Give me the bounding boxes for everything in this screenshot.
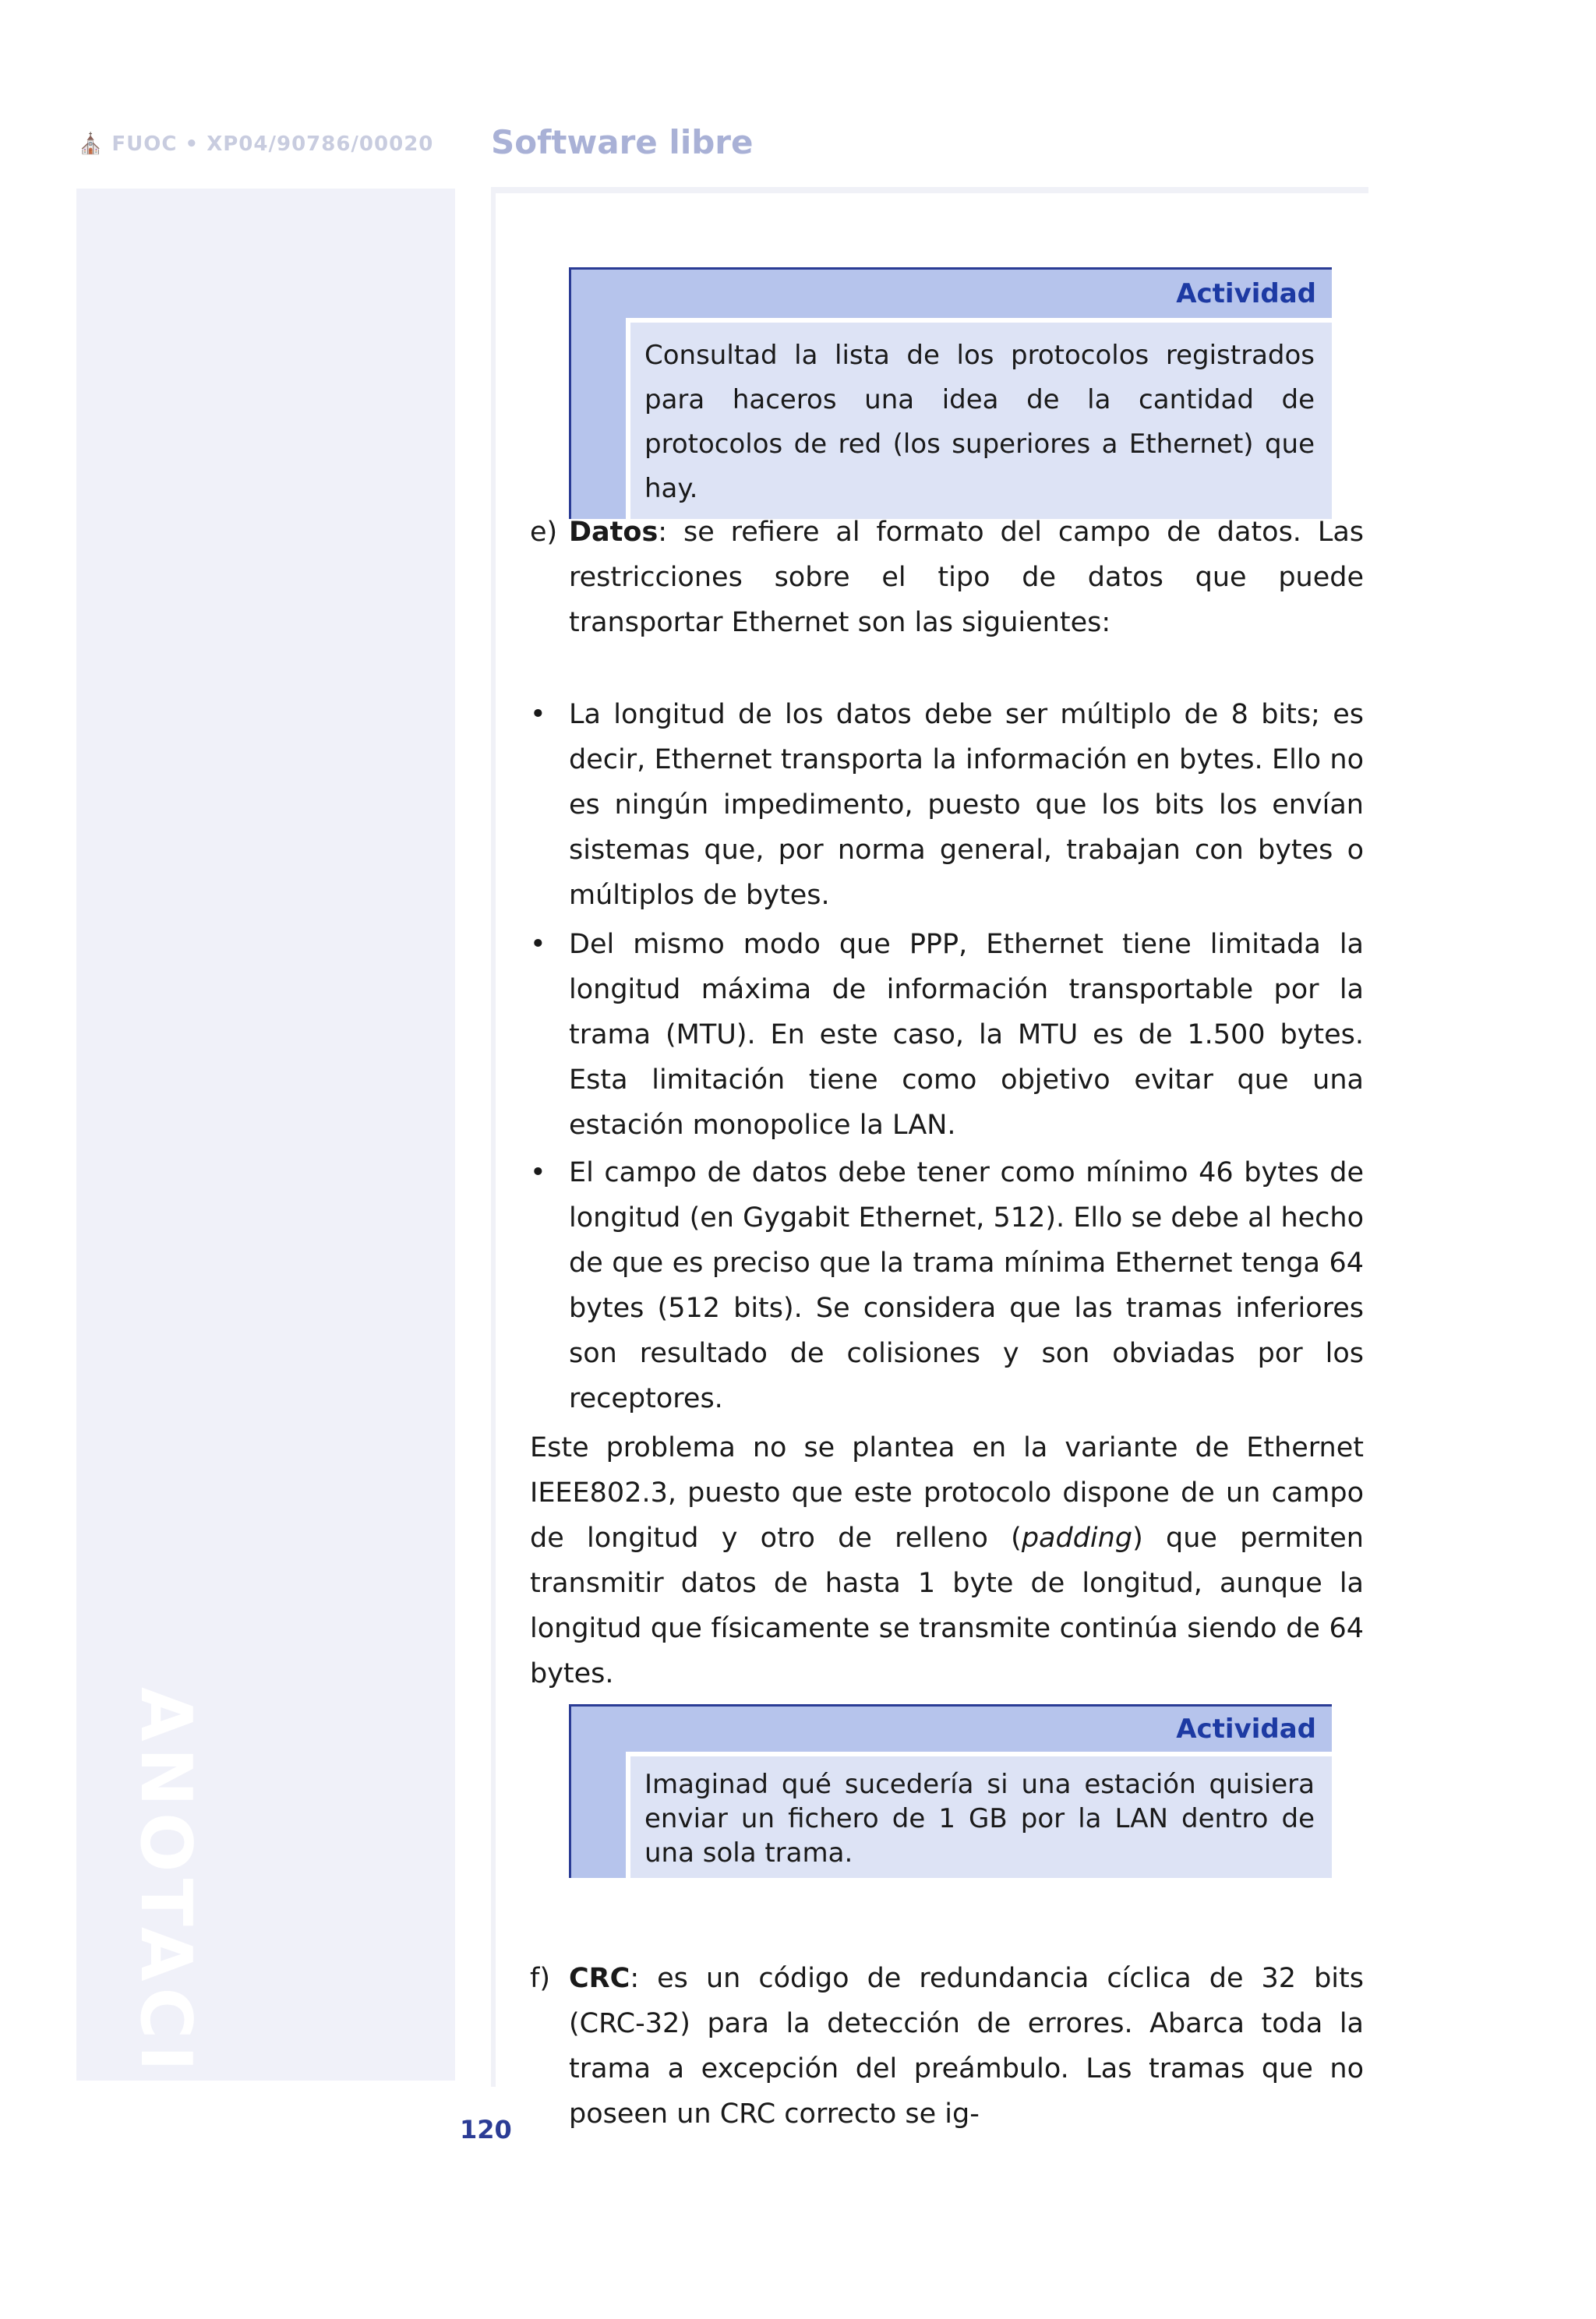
- item-lead: Datos: [569, 517, 659, 548]
- book-title: Software libre: [491, 123, 754, 161]
- list-item-crc: [530, 1956, 1364, 2137]
- item-text: : es un código de redundancia cíclica de 32 bits (CRC-32) para la detección de errores. Abarca toda la trama a excepción del preámbulo. Las tramas que no poseen un CRC correcto se ig-: [569, 1963, 1364, 2130]
- list-item-datos: [530, 510, 1364, 645]
- activity-text: Consultad la lista de los protocolos registrados para haceros una idea de la cantidad de protocolos de red (los superiores a Ethernet) que hay.: [626, 318, 1332, 519]
- activity-text: Imaginad qué sucedería si una estación quisiera enviar un fichero de 1 GB por la LAN dentro de una sola trama.: [626, 1752, 1332, 1878]
- item-text: : se refiere al formato del campo de datos. Las restricciones sobre el tipo de datos que puede transportar Ethernet son las siguientes:: [569, 517, 1364, 638]
- paragraph-text: Este problema no se plantea en la variante de Ethernet IEEE802.3, puesto que este protocolo dispone de un campo de longitud y otro de relleno (: [530, 1432, 1364, 1554]
- body-paragraph: [530, 1425, 1364, 1696]
- bullet-text: Del mismo modo que PPP, Ethernet tiene limitada la longitud máxima de información transportable por la trama (MTU). En este caso, la MTU es de 1.500 bytes. Esta limitación tiene como objetivo evitar que una estación monopolice la LAN.: [569, 929, 1364, 1141]
- document-code: ⛪ FUOC • XP04/90786/00020: [78, 132, 434, 156]
- item-marker: e): [530, 517, 558, 548]
- bullet-item: [530, 692, 1364, 918]
- paragraph-italic: padding: [1021, 1523, 1133, 1554]
- bullet-text: El campo de datos debe tener como mínimo 46 bytes de longitud (en Gygabit Ethernet, 512). Ello se debe al hecho de que es preciso que la trama mínima Ethernet tenga 64 bytes (512 bits). Se considera que las tramas inferiores son resultado de colisiones y son obviadas por los receptores.: [569, 1157, 1364, 1414]
- item-marker: f): [530, 1963, 550, 1994]
- annotations-label: ANOTACIONES: [125, 1687, 207, 2319]
- item-lead: CRC: [569, 1963, 630, 1994]
- bullet-item: [530, 922, 1364, 1148]
- activity-box-1: [569, 267, 1332, 519]
- page-number: 120: [460, 2115, 512, 2144]
- bullet-icon: •: [530, 929, 546, 960]
- paragraph-text: ) que permiten transmitir datos de hasta 1 byte de longitud, aunque la longitud que físicamente se transmite continúa siendo de 64 bytes.: [530, 1523, 1364, 1689]
- bullet-text: La longitud de los datos debe ser múltiplo de 8 bits; es decir, Ethernet transporta la información en bytes. Ello no es ningún impedimento, puesto que los bits los envían sistemas que, por norma general, trabajan con bytes o múltiplos de bytes.: [569, 699, 1364, 911]
- activity-title: Actividad: [1176, 1714, 1316, 1745]
- bullet-icon: •: [530, 1157, 546, 1188]
- bullet-item: [530, 1150, 1364, 1421]
- activity-box-2: [569, 1704, 1332, 1878]
- bullet-icon: •: [530, 699, 546, 730]
- activity-title: Actividad: [1176, 278, 1316, 309]
